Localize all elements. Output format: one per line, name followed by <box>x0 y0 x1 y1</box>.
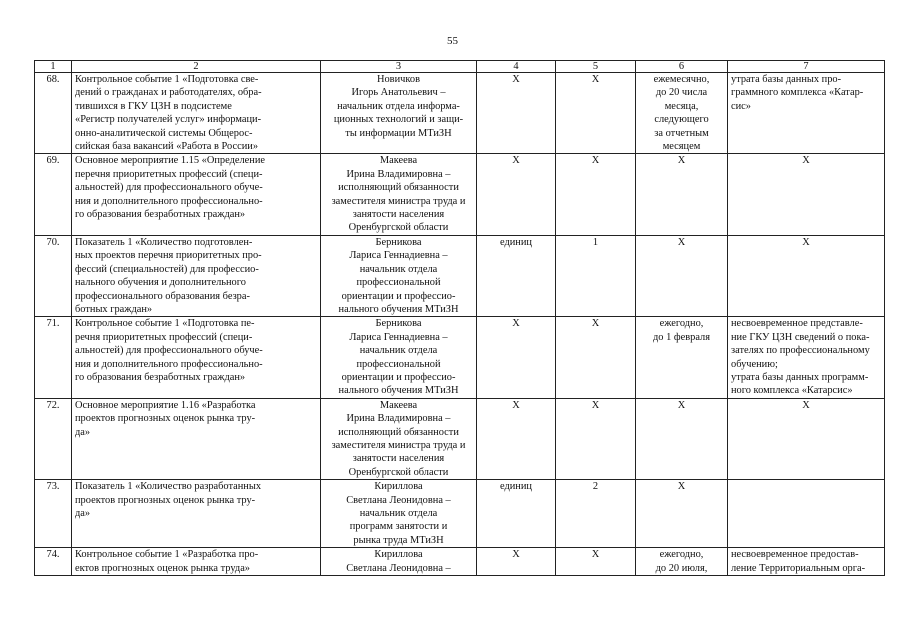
event-cell-line: речня приоритетных профессий (специ- <box>75 331 253 343</box>
risk-cell <box>728 398 885 479</box>
responsible-cell-line: занятости населения <box>352 453 445 465</box>
value-cell: Х <box>556 154 636 235</box>
value-cell: 1 <box>556 235 636 316</box>
risk-cell-line: сис» <box>731 100 751 112</box>
deadline-cell-line: месяца, <box>664 100 699 112</box>
header-col-2: 2 <box>72 61 321 73</box>
responsible-cell-line: нального обучения МТиЗН <box>338 303 459 315</box>
event-cell-line: онно-аналитической системы Общерос- <box>75 127 253 139</box>
deadline-cell-line: Х <box>677 399 686 411</box>
deadline-cell-line: за отчетным <box>654 127 709 139</box>
risk-cell <box>728 480 885 548</box>
event-cell-line: Показатель 1 «Количество подготовлен- <box>75 236 253 248</box>
responsible-cell <box>321 317 477 398</box>
event-cell <box>72 235 321 316</box>
deadline-cell <box>636 317 728 398</box>
responsible-cell-line: ционных технологий и защи- <box>333 114 464 126</box>
responsible-cell-line: заместителя министра труда и <box>331 195 466 207</box>
risk-cell <box>728 73 885 154</box>
table-row <box>35 73 885 154</box>
deadline-cell-line: Х <box>677 481 686 493</box>
responsible-cell-line: Светлана Леонидовна – <box>346 494 451 506</box>
responsible-cell-line: Кириллова <box>374 549 423 561</box>
risk-cell-line: граммного комплекса «Катар- <box>731 87 864 99</box>
event-cell-line: Контрольное событие 1 «Подготовка пе- <box>75 318 255 330</box>
responsible-cell-line: ты информации МТиЗН <box>345 127 452 139</box>
deadline-cell <box>636 235 728 316</box>
event-cell-line: ботных граждан» <box>75 303 153 315</box>
responsible-cell-line: нального обучения МТиЗН <box>338 385 459 397</box>
responsible-cell-line: Лариса Геннадиевна – <box>349 331 448 343</box>
header-col-7: 7 <box>728 61 885 73</box>
responsible-cell-line: начальник отдела <box>359 345 438 357</box>
responsible-cell-line: рынка труда МТиЗН <box>353 534 444 546</box>
deadline-cell-line: следующего <box>654 114 709 126</box>
unit-cell: Х <box>477 398 556 479</box>
responsible-cell-line: Игорь Анатольевич – <box>351 87 446 99</box>
responsible-cell-line: начальник отдела <box>359 263 438 275</box>
deadline-cell <box>636 73 728 154</box>
risk-cell-line: ние ГКУ ЦЗН сведений о пока- <box>731 331 870 343</box>
responsible-cell-line: Оренбургской области <box>348 466 449 478</box>
event-cell-line: фессий (специальностей) для профессио- <box>75 263 259 275</box>
deadline-cell-line: Х <box>677 236 686 248</box>
responsible-cell <box>321 235 477 316</box>
responsible-cell <box>321 154 477 235</box>
page-number: 55 <box>447 35 458 47</box>
event-cell-line: Контрольное событие 1 «Разработка про- <box>75 549 259 561</box>
unit-cell: единиц <box>477 235 556 316</box>
risk-cell-line: утрата базы данных про- <box>731 74 842 85</box>
row-number: 71. <box>35 317 72 398</box>
deadline-cell-line: до 1 февраля <box>653 331 710 343</box>
responsible-cell-line: Берникова <box>375 236 422 248</box>
event-cell-line: «Регистр получателей услуг» информаци- <box>75 114 262 126</box>
risk-cell-line: ного комплекса «Катарсис» <box>731 385 853 397</box>
event-cell-line: ния и дополнительного профессионально- <box>75 358 263 370</box>
event-cell-line: проектов прогнозных оценок рынка тру- <box>75 413 256 425</box>
header-row <box>35 61 885 73</box>
event-cell-line: го образования безработных граждан» <box>75 371 246 383</box>
event-cell <box>72 548 321 576</box>
responsible-cell-line: начальник отдела информа- <box>337 100 460 112</box>
risk-cell-line: несвоевременное предостав- <box>731 549 859 561</box>
event-cell-line: альностей) для профессионального обуче- <box>75 345 263 357</box>
event-cell-line: сийская база вакансий «Работа в России» <box>75 141 259 153</box>
event-cell <box>72 317 321 398</box>
risk-cell <box>728 548 885 576</box>
deadline-cell <box>636 480 728 548</box>
responsible-cell-line: Макеева <box>379 155 418 167</box>
deadline-cell-line: ежегодно, <box>659 318 704 330</box>
responsible-cell-line: исполняющий обязанности <box>338 182 459 194</box>
unit-cell: Х <box>477 548 556 576</box>
unit-cell: Х <box>477 317 556 398</box>
header-col-3: 3 <box>321 61 477 73</box>
row-number: 69. <box>35 154 72 235</box>
deadline-cell-line: до 20 июля, <box>655 562 708 574</box>
responsible-cell-line: профессиональной <box>356 358 441 370</box>
deadline-cell-line: до 20 числа <box>655 87 708 99</box>
deadline-cell-line: ежегодно, <box>659 549 704 561</box>
responsible-cell-line: заместителя министра труда и <box>331 439 466 451</box>
table-row <box>35 398 885 479</box>
responsible-cell-line: Лариса Геннадиевна – <box>349 250 448 262</box>
event-cell-line: тившихся в ГКУ ЦЗН в подсистеме <box>75 100 232 112</box>
event-cell-line: да» <box>75 426 91 438</box>
deadline-cell <box>636 154 728 235</box>
risk-cell-line: ление Территориальным орга- <box>731 562 866 574</box>
header-col-6: 6 <box>636 61 728 73</box>
event-cell-line: Контрольное событие 1 «Подготовка све- <box>75 74 259 85</box>
table-row <box>35 480 885 548</box>
event-cell-line: ектов прогнозных оценок рынка труда» <box>75 562 251 574</box>
unit-cell: Х <box>477 73 556 154</box>
table-row <box>35 317 885 398</box>
event-cell-line: проектов прогнозных оценок рынка тру- <box>75 494 256 506</box>
responsible-cell-line: Макеева <box>379 399 418 411</box>
row-number: 73. <box>35 480 72 548</box>
row-number: 68. <box>35 73 72 154</box>
responsible-cell-line: Ирина Владимировна – <box>346 413 451 425</box>
deadline-cell-line: Х <box>677 155 686 167</box>
risk-cell-line: несвоевременное представле- <box>731 318 863 330</box>
responsible-cell <box>321 548 477 576</box>
event-cell-line: альностей) для профессионального обуче- <box>75 182 263 194</box>
event-cell-line: ных проектов перечня приоритетных про- <box>75 250 262 262</box>
responsible-cell-line: профессиональной <box>356 277 441 289</box>
responsible-cell-line: Оренбургской области <box>348 222 449 234</box>
event-cell <box>72 480 321 548</box>
responsible-cell-line: ориентации и профессио- <box>341 290 456 302</box>
event-cell <box>72 398 321 479</box>
responsible-cell <box>321 480 477 548</box>
risk-cell <box>728 154 885 235</box>
unit-cell: единиц <box>477 480 556 548</box>
responsible-cell-line: программ занятости и <box>349 521 448 533</box>
risk-cell-line: Х <box>802 236 810 248</box>
event-cell-line: Показатель 1 «Количество разработанных <box>75 481 262 493</box>
responsible-cell-line: Берникова <box>375 318 422 330</box>
header-col-4: 4 <box>477 61 556 73</box>
risk-cell-line: Х <box>802 399 810 411</box>
risk-cell-line: утрата базы данных программ- <box>731 371 869 383</box>
event-cell-line: да» <box>75 508 91 519</box>
table-row <box>35 548 885 576</box>
table-row <box>35 235 885 316</box>
responsible-cell-line: ориентации и профессио- <box>341 371 456 383</box>
risk-cell <box>728 235 885 316</box>
responsible-cell-line: исполняющий обязанности <box>338 426 459 438</box>
risk-cell-line: обучению; <box>731 358 778 370</box>
program-table <box>34 60 885 576</box>
event-cell-line: го образования безработных граждан» <box>75 209 246 221</box>
deadline-cell <box>636 548 728 576</box>
deadline-cell-line: ежемесячно, <box>653 74 710 85</box>
value-cell: Х <box>556 73 636 154</box>
responsible-cell-line: Светлана Леонидовна – <box>346 562 451 574</box>
event-cell-line: ния и дополнительного профессионально- <box>75 195 263 207</box>
event-cell <box>72 73 321 154</box>
responsible-cell <box>321 398 477 479</box>
responsible-cell-line: Кириллова <box>374 481 423 493</box>
header-col-1: 1 <box>35 61 72 73</box>
responsible-cell <box>321 73 477 154</box>
table-row <box>35 154 885 235</box>
deadline-cell-line: месяцем <box>662 141 701 153</box>
deadline-cell <box>636 398 728 479</box>
risk-cell <box>728 317 885 398</box>
value-cell: Х <box>556 317 636 398</box>
responsible-cell-line: Ирина Владимировна – <box>346 168 451 180</box>
event-cell-line: Основное мероприятие 1.16 «Разработка <box>75 399 256 411</box>
risk-cell-line: Х <box>802 155 810 167</box>
event-cell-line: дений о гражданах и работодателях, обра- <box>75 87 262 99</box>
value-cell: Х <box>556 398 636 479</box>
event-cell-line: Основное мероприятие 1.15 «Определение <box>75 155 265 167</box>
row-number: 72. <box>35 398 72 479</box>
row-number: 74. <box>35 548 72 576</box>
event-cell-line: профессионального образования безра- <box>75 290 250 302</box>
event-cell <box>72 154 321 235</box>
responsible-cell-line: занятости населения <box>352 209 445 221</box>
responsible-cell-line: начальник отдела <box>359 508 438 519</box>
event-cell-line: перечня приоритетных профессий (специ- <box>75 168 263 180</box>
risk-cell-line: зателях по профессиональному <box>731 345 870 357</box>
unit-cell: Х <box>477 154 556 235</box>
value-cell: 2 <box>556 480 636 548</box>
header-col-5: 5 <box>556 61 636 73</box>
row-number: 70. <box>35 235 72 316</box>
value-cell: Х <box>556 548 636 576</box>
event-cell-line: нального обучения и дополнительного <box>75 277 246 289</box>
responsible-cell-line: Новичков <box>376 74 420 85</box>
